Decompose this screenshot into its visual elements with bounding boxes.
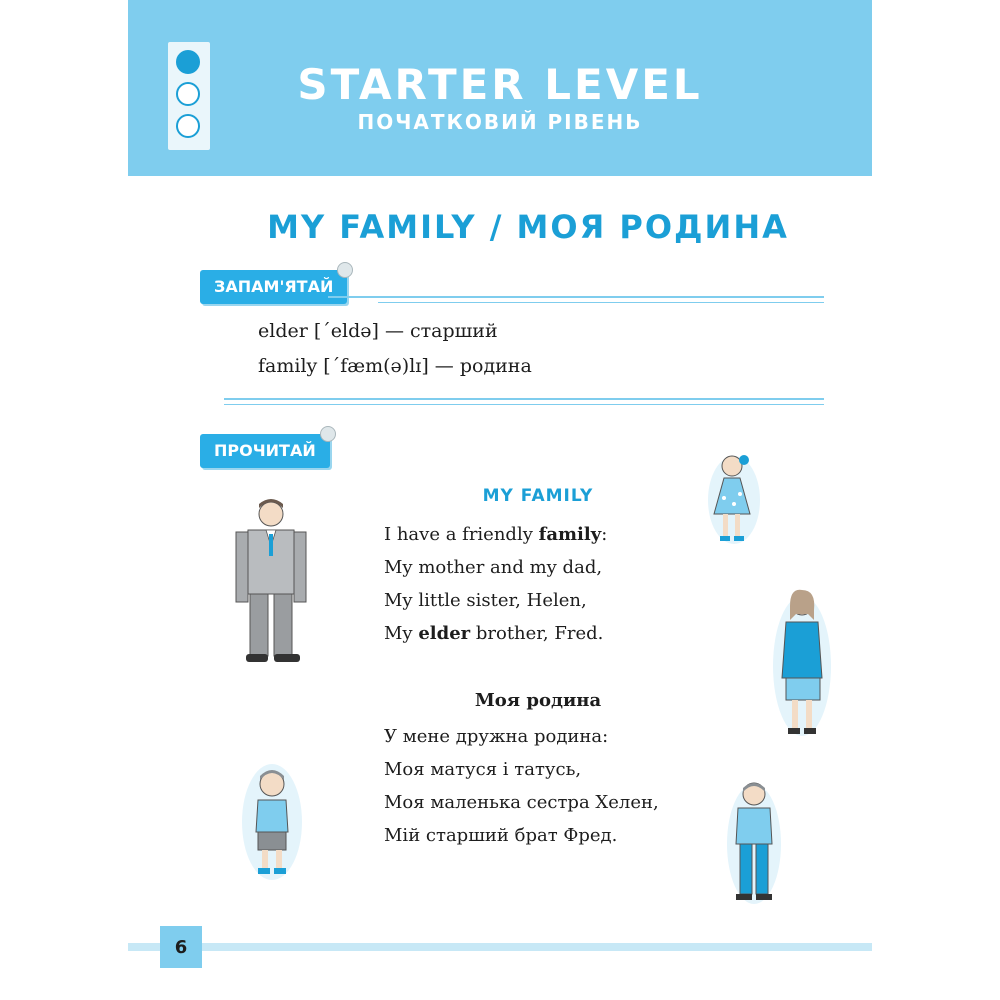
divider [328, 296, 824, 298]
remember-tag [200, 270, 347, 304]
divider [378, 302, 824, 303]
poem-line: My little sister, Helen, [384, 590, 587, 611]
poem-line: Моя маленька сестра Хелен, [384, 792, 659, 813]
pin-icon [337, 262, 353, 278]
poem-line: My elder brother, Fred. [384, 623, 604, 644]
level-subtitle: ПОЧАТКОВИЙ РІВЕНЬ [357, 110, 643, 134]
footer-bar [128, 943, 872, 951]
divider [224, 398, 824, 400]
page-number: 6 [160, 926, 202, 968]
poem-line: Моя матуся і татусь, [384, 759, 582, 780]
poem-title-ua: Моя родина [474, 690, 602, 711]
level-title: STARTER LEVEL [297, 60, 703, 109]
teen-boy-figure [726, 778, 782, 906]
textbook-page [128, 0, 872, 1000]
poem-line: Мій старший брат Фред. [384, 825, 618, 846]
vocab-word: elder [ˊeldə] — старший [258, 320, 498, 342]
level-header [128, 0, 872, 176]
remember-label: ЗАПАМ'ЯТАЙ [214, 277, 334, 296]
mother-figure [772, 586, 832, 738]
read-label: ПРОЧИТАЙ [214, 441, 316, 460]
pin-icon [320, 426, 336, 442]
poem-title-en: MY FAMILY [482, 486, 594, 506]
vocab-word: family [ˊfæm(ə)lɪ] — родина [258, 355, 532, 377]
father-figure [226, 494, 316, 666]
poem-line: I have a friendly family: [384, 524, 608, 545]
read-tag [200, 434, 330, 468]
divider [224, 404, 824, 405]
girl-figure [706, 448, 762, 548]
poem-line: My mother and my dad, [384, 557, 603, 578]
poem-line: У мене дружна родина: [384, 726, 609, 747]
section-title: MY FAMILY / МОЯ РОДИНА [267, 208, 789, 246]
small-boy-figure [240, 758, 304, 882]
